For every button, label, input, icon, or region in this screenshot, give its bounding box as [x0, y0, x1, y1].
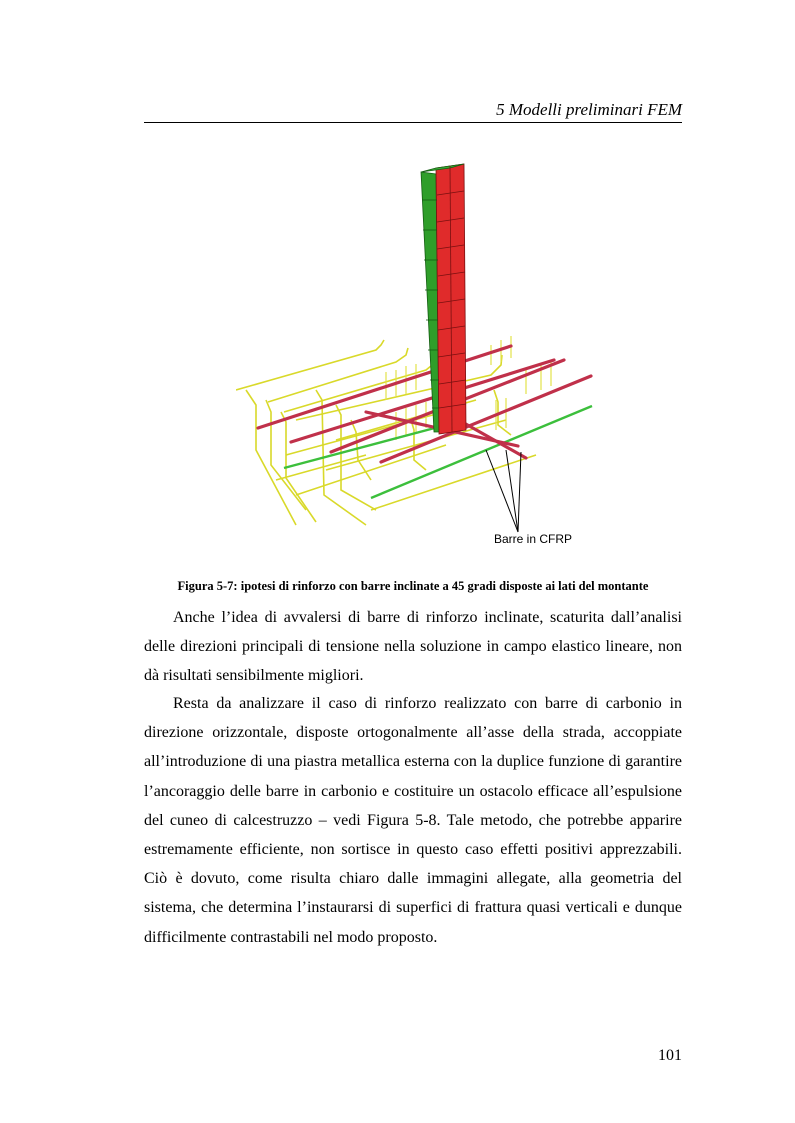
figure-caption: Figura 5-7: ipotesi di rinforzo con barre inclinate a 45 gradi disposte ai lati del montante — [177, 579, 649, 593]
fem-figure — [236, 150, 610, 548]
body-paragraph: Resta da analizzare il caso di rinforzo realizzato con barre di carbonio in direzione orizzontale, disposte ortogonalmente all’asse della strada, accoppiate all’introduzione di una piastra metallica esterna con la duplice funzione di garantire l’ancoraggio delle barre in carbonio e costituire un ostacolo efficace all’espulsione del cuneo di calcestruzzo – vedi Figura 5-8. Tale metodo, che potrebbe apparire estremamente efficiente, non sortisce in questo caso effetti positivi apprezzabili. Ciò è dovuto, come risulta chiaro dalle immagini allegate, alla geometria del sistema, che determina l’instaurarsi di superfici di frattura quasi verticali e dunque difficilmente contrastabili nel modo proposto. — [144, 695, 682, 946]
fem-model-drawing — [236, 150, 610, 548]
header-rule — [144, 122, 682, 123]
callout-label: Barre in CFRP — [494, 532, 573, 546]
page-number: 101 — [658, 1047, 682, 1064]
body-paragraph: Anche l’idea di avvalersi di barre di rinforzo inclinate, scaturita dall’analisi delle direzioni principali di tensione nella soluzione in campo elastico lineare, non dà risultati sensibilmente migliori. — [144, 609, 682, 685]
running-header: 5 Modelli preliminari FEM — [496, 100, 682, 119]
